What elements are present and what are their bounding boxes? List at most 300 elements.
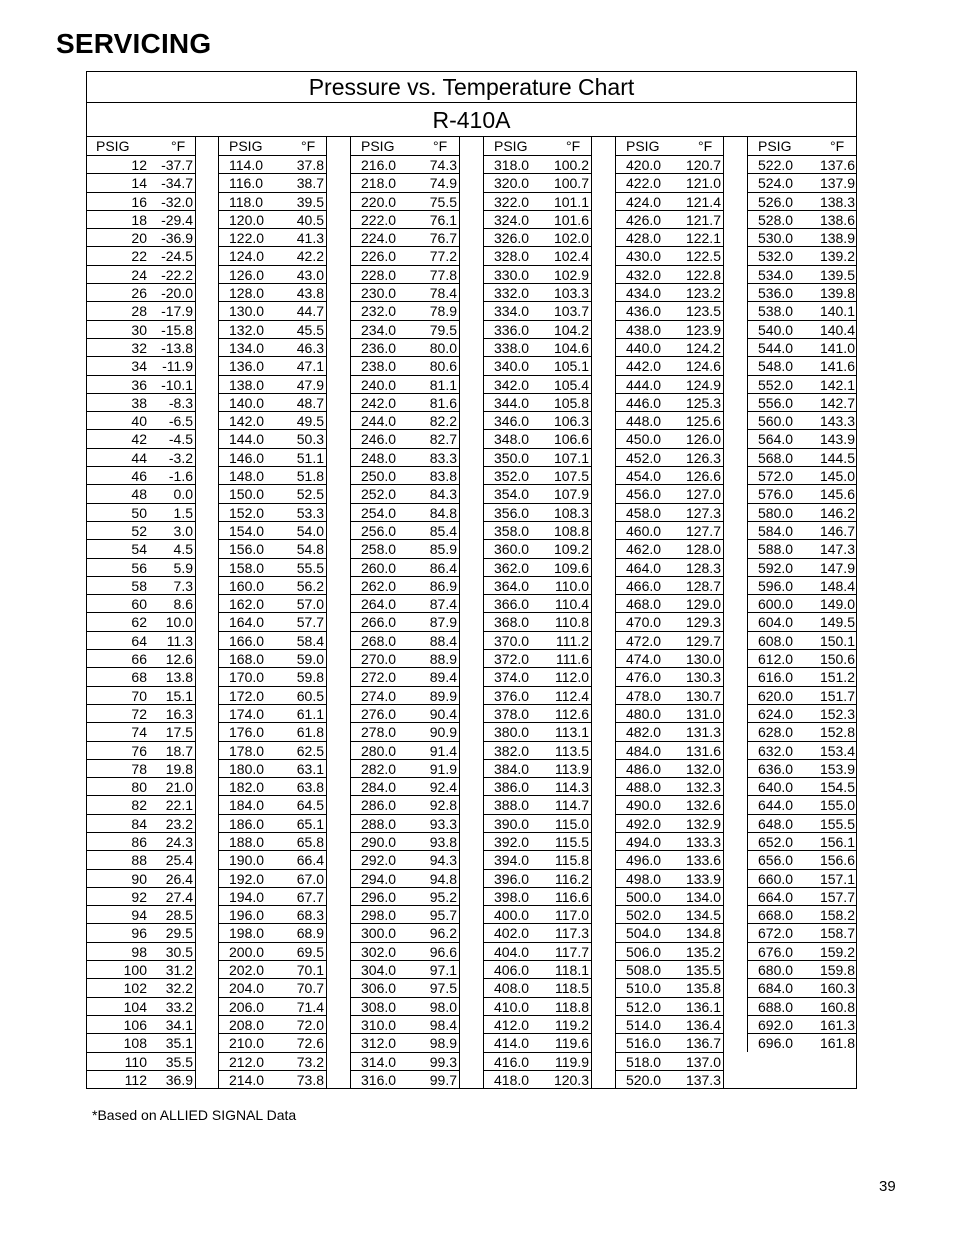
temperature-value: 117.0	[555, 907, 589, 924]
psig-value: 560.0	[758, 413, 794, 430]
temperature-value: 114.3	[555, 779, 589, 796]
temperature-value: 132.6	[685, 797, 721, 814]
temperature-value: -36.9	[161, 230, 193, 247]
table-row	[748, 576, 857, 594]
psig-value: 424.0	[626, 193, 662, 210]
psig-value: 308.0	[361, 998, 397, 1015]
table-row	[616, 869, 723, 887]
table-row	[351, 521, 459, 539]
temperature-value: 57.0	[296, 596, 324, 613]
psig-value: 326.0	[494, 230, 530, 247]
psig-value: 468.0	[626, 596, 662, 613]
table-row	[351, 503, 459, 521]
temperature-value: 119.2	[555, 1016, 589, 1033]
psig-value: 540.0	[758, 321, 794, 338]
temperature-value: 68.9	[296, 925, 324, 942]
table-row	[351, 484, 459, 502]
psig-value: 444.0	[626, 376, 662, 393]
table-row	[219, 997, 326, 1015]
chart-frame	[86, 71, 857, 1089]
temperature-value: 93.3	[429, 815, 457, 832]
temperature-value: 85.9	[429, 541, 457, 558]
psig-value: 454.0	[626, 468, 662, 485]
temperature-value: 63.8	[296, 779, 324, 796]
table-row	[351, 576, 459, 594]
psig-value: 42	[131, 431, 147, 448]
temperature-value: 117.7	[555, 943, 589, 960]
psig-value: 374.0	[494, 669, 530, 686]
temperature-value: 100.7	[553, 175, 589, 192]
temperature-value: 57.7	[296, 614, 324, 631]
temperature-value: 96.2	[429, 925, 457, 942]
psig-value: 356.0	[494, 504, 530, 521]
temperature-value: 97.5	[429, 980, 457, 997]
temperature-value: 33.2	[165, 998, 193, 1015]
table-row	[219, 429, 326, 447]
psig-value: 208.0	[229, 1016, 265, 1033]
temperature-value: 61.8	[296, 724, 324, 741]
psig-value: 422.0	[626, 175, 662, 192]
table-row	[616, 887, 723, 905]
psig-value: 486.0	[626, 760, 662, 777]
temperature-value: -37.7	[161, 157, 193, 173]
temperature-value: 88.4	[429, 632, 457, 649]
temp-header: °F	[171, 138, 186, 154]
temperature-value: 131.3	[685, 724, 721, 741]
temperature-value: 89.4	[429, 669, 457, 686]
table-row	[219, 686, 326, 704]
temperature-value: 137.9	[819, 175, 855, 192]
psig-value: 152.0	[229, 504, 265, 521]
psig-value: 612.0	[758, 651, 794, 668]
table-row	[86, 631, 195, 649]
psig-value: 98	[131, 943, 147, 960]
temperature-value: 58.4	[296, 632, 324, 649]
psig-value: 532.0	[758, 248, 794, 265]
temperature-value: 119.9	[555, 1053, 589, 1070]
psig-value: 80	[131, 779, 147, 796]
table-row	[86, 210, 195, 228]
psig-value: 66	[131, 651, 147, 668]
table-row	[86, 429, 195, 447]
table-row	[351, 192, 459, 210]
table-row	[748, 759, 857, 777]
temperature-value: 122.5	[685, 248, 721, 265]
table-row	[748, 1015, 857, 1033]
table-row	[86, 283, 195, 301]
psig-value: 628.0	[758, 724, 794, 741]
temperature-value: 129.0	[685, 596, 721, 613]
psig-value: 556.0	[758, 394, 794, 411]
temperature-value: -11.9	[162, 358, 193, 375]
table-row	[219, 228, 326, 246]
temperature-value: 110.4	[555, 596, 589, 613]
temperature-value: 124.2	[685, 339, 721, 356]
temperature-value: 102.0	[553, 230, 589, 247]
psig-value: 346.0	[494, 413, 530, 430]
table-row	[219, 411, 326, 429]
table-row	[351, 704, 459, 722]
table-row	[219, 448, 326, 466]
temperature-value: 122.8	[685, 266, 721, 283]
psig-value: 254.0	[361, 504, 397, 521]
temperature-value: 120.7	[685, 157, 721, 173]
temperature-value: 158.2	[819, 907, 855, 924]
psig-value: 386.0	[494, 779, 530, 796]
table-row	[219, 521, 326, 539]
temperature-value: 27.4	[165, 888, 193, 905]
psig-value: 338.0	[494, 339, 530, 356]
psig-value: 466.0	[626, 577, 662, 594]
table-row	[748, 704, 857, 722]
psig-value: 214.0	[229, 1071, 265, 1088]
psig-value: 428.0	[626, 230, 662, 247]
temperature-value: 1.5	[173, 504, 193, 521]
table-row	[616, 521, 723, 539]
table-row	[616, 741, 723, 759]
temperature-value: 140.4	[819, 321, 855, 338]
psig-value: 672.0	[758, 925, 794, 942]
psig-value: 302.0	[361, 943, 397, 960]
temperature-value: 7.3	[173, 577, 193, 594]
temperature-value: 159.8	[819, 962, 855, 979]
psig-value: 290.0	[361, 833, 397, 850]
table-row	[351, 667, 459, 685]
psig-value: 420.0	[626, 157, 662, 173]
table-row	[484, 869, 591, 887]
table-row	[219, 832, 326, 850]
table-row	[351, 155, 459, 173]
psig-value: 382.0	[494, 742, 530, 759]
temp-header: °F	[830, 138, 845, 154]
temperature-value: 80.6	[429, 358, 457, 375]
psig-value: 438.0	[626, 321, 662, 338]
psig-value: 38	[131, 394, 147, 411]
table-row	[484, 942, 591, 960]
table-row	[351, 356, 459, 374]
temperature-value: 109.6	[553, 559, 589, 576]
temperature-value: 127.0	[685, 486, 721, 503]
temperature-value: 128.0	[685, 541, 721, 558]
psig-value: 524.0	[758, 175, 794, 192]
table-row	[86, 466, 195, 484]
table-row	[86, 576, 195, 594]
psig-value: 328.0	[494, 248, 530, 265]
temperature-value: 12.6	[165, 651, 193, 668]
psig-value: 616.0	[758, 669, 794, 686]
table-row	[351, 942, 459, 960]
psig-value: 166.0	[229, 632, 265, 649]
table-row	[484, 448, 591, 466]
table-row	[219, 887, 326, 905]
temperature-value: 101.1	[553, 193, 589, 210]
table-row	[748, 923, 857, 941]
table-row	[219, 558, 326, 576]
psig-value: 596.0	[758, 577, 794, 594]
table-row	[748, 905, 857, 923]
temperature-value: 130.3	[685, 669, 721, 686]
psig-value: 396.0	[494, 870, 530, 887]
temperature-value: 108.3	[553, 504, 589, 521]
table-row	[616, 484, 723, 502]
temperature-value: 98.0	[429, 998, 457, 1015]
temperature-value: 107.9	[553, 486, 589, 503]
table-row	[484, 228, 591, 246]
table-row	[86, 503, 195, 521]
table-row	[351, 246, 459, 264]
psig-value: 252.0	[361, 486, 397, 503]
psig-value: 414.0	[494, 1035, 530, 1052]
table-row	[351, 869, 459, 887]
table-row	[616, 759, 723, 777]
table-row	[351, 265, 459, 283]
psig-value: 50	[131, 504, 147, 521]
table-row	[616, 1070, 723, 1088]
psig-value: 116.0	[229, 175, 263, 192]
psig-value: 458.0	[626, 504, 662, 521]
table-row	[484, 1033, 591, 1051]
temperature-value: 138.3	[819, 193, 855, 210]
temperature-value: 150.1	[819, 632, 855, 649]
psig-value: 394.0	[494, 852, 530, 869]
psig-value: 52	[131, 522, 147, 539]
psig-value: 376.0	[494, 687, 530, 704]
psig-value: 312.0	[361, 1035, 397, 1052]
psig-value: 194.0	[229, 888, 265, 905]
psig-value: 450.0	[626, 431, 662, 448]
table-row	[748, 942, 857, 960]
table-row	[86, 1015, 195, 1033]
psig-value: 406.0	[494, 962, 530, 979]
psig-value: 456.0	[626, 486, 662, 503]
table-row	[351, 558, 459, 576]
psig-value: 104	[123, 998, 147, 1015]
temperature-value: 142.1	[819, 376, 855, 393]
psig-value: 178.0	[229, 742, 265, 759]
psig-value: 34	[131, 358, 147, 375]
table-row	[484, 649, 591, 667]
table-row	[86, 704, 195, 722]
psig-value: 446.0	[626, 394, 662, 411]
table-row	[351, 850, 459, 868]
temperature-value: 39.5	[296, 193, 324, 210]
table-row	[219, 594, 326, 612]
table-row	[86, 850, 195, 868]
temperature-value: -29.4	[161, 211, 193, 228]
table-row	[484, 393, 591, 411]
temperature-value: 87.9	[429, 614, 457, 631]
table-row	[484, 283, 591, 301]
psig-value: 76	[131, 742, 147, 759]
temperature-value: 151.2	[819, 669, 855, 686]
psig-header: PSIG	[494, 138, 528, 154]
table-row	[616, 686, 723, 704]
psig-value: 544.0	[758, 339, 794, 356]
psig-value: 132.0	[229, 321, 265, 338]
table-row	[86, 192, 195, 210]
temperature-value: 17.5	[165, 724, 193, 741]
temperature-value: 128.3	[685, 559, 721, 576]
psig-value: 220.0	[361, 193, 397, 210]
table-row	[86, 1033, 195, 1051]
psig-value: 432.0	[626, 266, 662, 283]
psig-value: 224.0	[361, 230, 397, 247]
temperature-value: 21.0	[165, 779, 193, 796]
temperature-value: 123.9	[685, 321, 721, 338]
psig-value: 494.0	[626, 833, 662, 850]
psig-value: 604.0	[758, 614, 794, 631]
temperature-value: 15.1	[165, 687, 193, 704]
table-row	[748, 301, 857, 319]
table-row	[219, 484, 326, 502]
psig-value: 366.0	[494, 596, 530, 613]
psig-value: 212.0	[229, 1053, 265, 1070]
table-row	[219, 155, 326, 173]
psig-header: PSIG	[758, 138, 792, 154]
psig-value: 536.0	[758, 285, 794, 302]
temperature-value: 36.9	[165, 1071, 193, 1088]
table-row	[616, 942, 723, 960]
table-row	[86, 978, 195, 996]
psig-value: 58	[131, 577, 147, 594]
psig-value: 300.0	[361, 925, 397, 942]
table-row	[484, 173, 591, 191]
temperature-value: 63.1	[296, 760, 324, 777]
temperature-value: -24.5	[161, 248, 193, 265]
temperature-value: 129.7	[685, 632, 721, 649]
psig-value: 260.0	[361, 559, 397, 576]
table-row	[86, 411, 195, 429]
temperature-value: 154.5	[819, 779, 855, 796]
table-row	[351, 393, 459, 411]
psig-value: 334.0	[494, 303, 530, 320]
psig-value: 120.0	[229, 211, 265, 228]
table-row	[351, 1033, 459, 1051]
table-row	[748, 448, 857, 466]
table-row	[748, 612, 857, 630]
table-row	[219, 905, 326, 923]
temperature-value: 97.1	[429, 962, 457, 979]
psig-header: PSIG	[361, 138, 395, 154]
psig-value: 498.0	[626, 870, 662, 887]
table-row	[616, 265, 723, 283]
table-row	[351, 375, 459, 393]
psig-value: 174.0	[229, 705, 265, 722]
psig-value: 256.0	[361, 522, 397, 539]
psig-value: 186.0	[229, 815, 265, 832]
temperature-value: 145.0	[819, 468, 855, 485]
temperature-value: 112.6	[555, 705, 589, 722]
psig-value: 664.0	[758, 888, 794, 905]
temperature-value: 153.4	[819, 742, 855, 759]
table-row	[616, 923, 723, 941]
psig-value: 176.0	[229, 724, 265, 741]
table-row	[748, 228, 857, 246]
table-row	[616, 448, 723, 466]
temperature-value: 71.4	[296, 998, 324, 1015]
table-row	[219, 210, 326, 228]
table-row	[219, 978, 326, 996]
psig-value: 648.0	[758, 815, 794, 832]
table-row	[351, 887, 459, 905]
psig-value: 608.0	[758, 632, 794, 649]
temperature-value: 144.5	[819, 449, 855, 466]
psig-value: 114.0	[229, 157, 263, 173]
temperature-value: 5.9	[173, 559, 193, 576]
psig-value: 22	[131, 248, 147, 265]
table-row	[86, 228, 195, 246]
psig-value: 402.0	[494, 925, 530, 942]
temperature-value: 55.5	[296, 559, 324, 576]
temperature-value: 4.5	[173, 541, 193, 558]
temperature-value: 80.0	[429, 339, 457, 356]
psig-value: 16	[131, 193, 147, 210]
table-row	[748, 539, 857, 557]
table-row	[219, 1015, 326, 1033]
psig-value: 78	[131, 760, 147, 777]
temperature-value: 99.3	[429, 1053, 457, 1070]
psig-value: 184.0	[229, 797, 265, 814]
temperature-value: 127.7	[685, 522, 721, 539]
temperature-value: 77.8	[429, 266, 457, 283]
table-row	[748, 411, 857, 429]
table-row	[484, 429, 591, 447]
psig-value: 484.0	[626, 742, 662, 759]
temperature-value: 161.3	[819, 1016, 855, 1033]
temperature-value: 131.0	[685, 705, 721, 722]
temperature-value: 134.5	[685, 907, 721, 924]
table-row	[351, 631, 459, 649]
table-row	[86, 265, 195, 283]
temperature-value: 128.7	[685, 577, 721, 594]
table-row	[616, 429, 723, 447]
temperature-value: 145.6	[819, 486, 855, 503]
table-row	[748, 192, 857, 210]
temperature-value: 130.7	[685, 687, 721, 704]
temperature-value: 89.9	[429, 687, 457, 704]
table-row	[616, 301, 723, 319]
table-row	[86, 558, 195, 576]
temperature-value: 75.5	[429, 193, 457, 210]
table-row	[748, 997, 857, 1015]
temperature-value: 129.3	[685, 614, 721, 631]
psig-value: 264.0	[361, 596, 397, 613]
temperature-value: 120.3	[553, 1071, 589, 1088]
table-row	[86, 777, 195, 795]
psig-value: 284.0	[361, 779, 397, 796]
table-row	[86, 832, 195, 850]
temperature-value: 131.6	[685, 742, 721, 759]
temperature-value: 123.2	[685, 285, 721, 302]
psig-value: 442.0	[626, 358, 662, 375]
temperature-value: 118.8	[555, 998, 589, 1015]
page-number: 39	[879, 1178, 896, 1195]
psig-value: 126.0	[229, 266, 265, 283]
psig-value: 270.0	[361, 651, 397, 668]
table-row	[219, 466, 326, 484]
temperature-value: 3.0	[173, 522, 193, 539]
psig-value: 198.0	[229, 925, 265, 942]
temperature-value: 101.6	[553, 211, 589, 228]
temperature-value: 85.4	[429, 522, 457, 539]
temperature-value: 30.5	[165, 943, 193, 960]
table-row	[351, 210, 459, 228]
psig-value: 108	[123, 1035, 147, 1052]
psig-value: 90	[131, 870, 147, 887]
psig-value: 502.0	[626, 907, 662, 924]
psig-value: 74	[131, 724, 147, 741]
temperature-value: -32.0	[161, 193, 193, 210]
